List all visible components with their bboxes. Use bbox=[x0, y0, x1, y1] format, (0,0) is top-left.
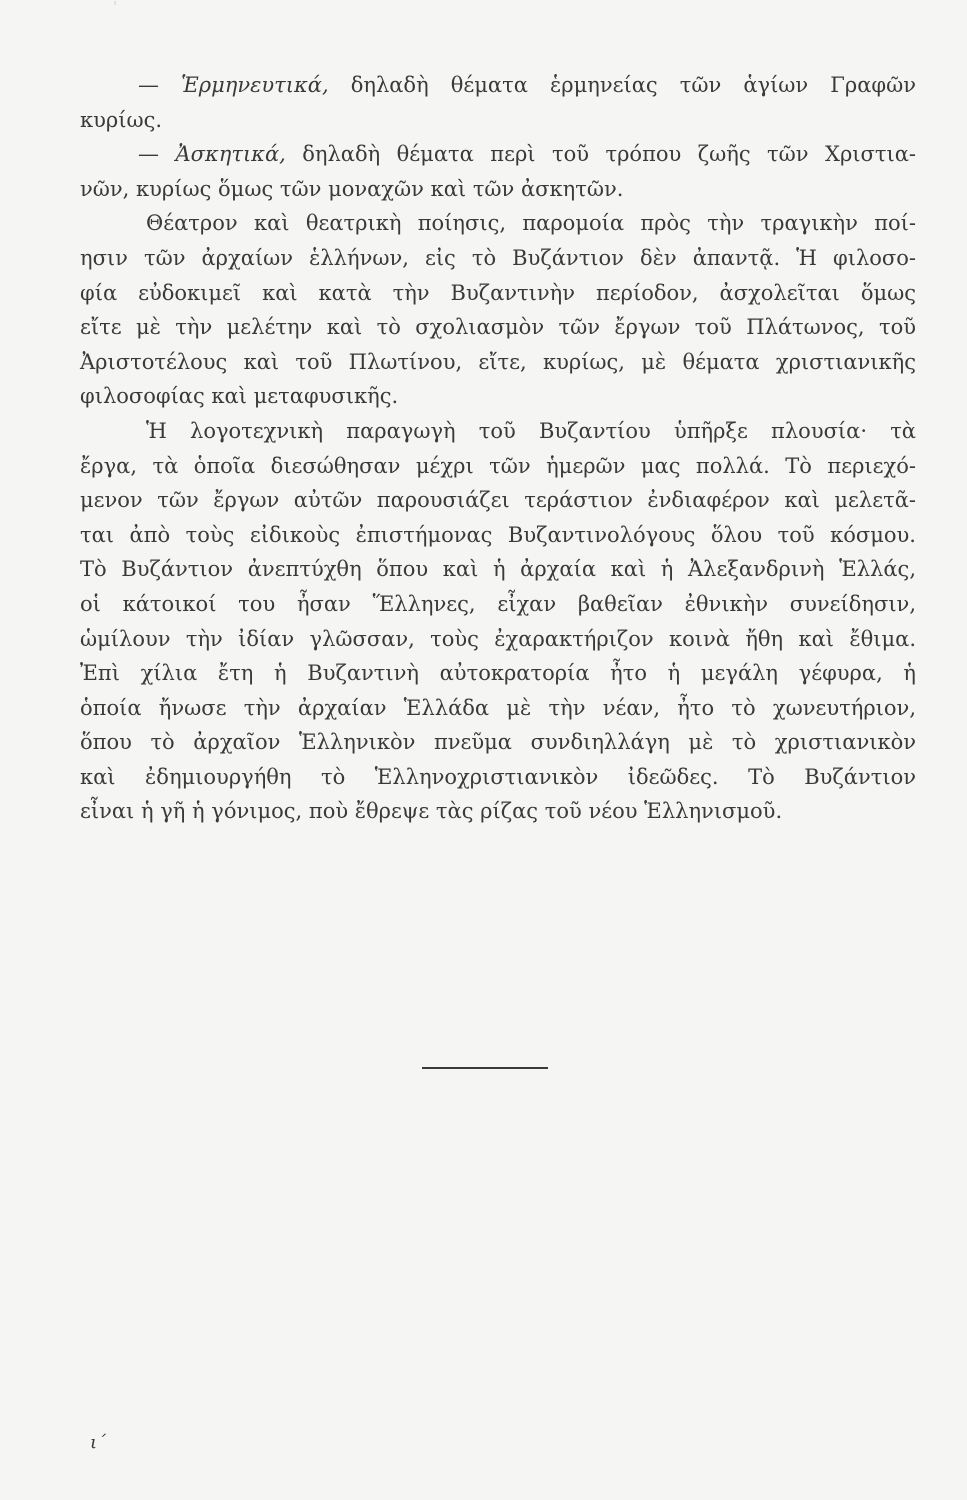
text-line: κυρίως. bbox=[80, 107, 163, 132]
text-line: φία εὐδοκιμεῖ καὶ κατὰ τὴν Βυζαντινὴν περίοδον, ἀσχολεῖται ὅμως bbox=[80, 280, 916, 305]
text-line: ὅπου τὸ ἀρχαῖον Ἑλληνικὸν πνεῦμα συνδιηλλάγη μὲ τὸ χριστιανικὸν bbox=[80, 730, 916, 755]
corner-mark: ᶦ bbox=[114, 0, 117, 11]
text-line: — Ἑρμηνευτικά, δηλαδὴ θέματα ἑρμηνείας τῶν ἁγίων Γραφῶν bbox=[138, 73, 916, 97]
text-line: ἔργα, τὰ ὁποῖα διεσώθησαν μέχρι τῶν ἡμερῶν μας πολλά. Τὸ περιεχό- bbox=[80, 453, 916, 478]
text-line: — Ἀσκητικά, δηλαδὴ θέματα περὶ τοῦ τρόπου ζωῆς τῶν Χριστια- bbox=[138, 142, 916, 167]
paragraph-asketika bbox=[80, 137, 916, 206]
text-line: ησιν τῶν ἀρχαίων ἑλλήνων, εἰς τὸ Βυζάντιον δὲν ἀπαντᾷ. Ἡ φιλοσο- bbox=[80, 245, 916, 270]
text-line: Ἐπὶ χίλια ἔτη ἡ Βυζαντινὴ αὐτοκρατορία ἦτο ἡ μεγάλη γέφυρα, ἡ bbox=[80, 661, 916, 686]
text-line: μενον τῶν ἔργων αὐτῶν παρουσιάζει τεράστιον ἐνδιαφέρον καὶ μελετᾶ- bbox=[80, 488, 916, 513]
text-line: εἴτε μὲ τὴν μελέτην καὶ τὸ σχολιασμὸν τῶν ἔργων τοῦ Πλάτωνος, τοῦ bbox=[80, 315, 916, 340]
text-line: εἶναι ἡ γῆ ἡ γόνιμος, ποὺ ἔθρεψε τὰς ρίζας τοῦ νέου Ἑλληνισμοῦ. bbox=[80, 799, 783, 824]
body-text bbox=[80, 68, 916, 829]
text-line: ὁποία ἤνωσε τὴν ἀρχαίαν Ἑλλάδα μὲ τὴν νέαν, ἦτο τὸ χωνευτήριον, bbox=[80, 695, 916, 720]
text-line: Ἀριστοτέλους καὶ τοῦ Πλωτίνου, εἴτε, κυρίως, μὲ θέματα χριστιανικῆς bbox=[80, 349, 916, 374]
section-separator-rule bbox=[422, 1067, 548, 1069]
text-line: καὶ ἐδημιουργήθη τὸ Ἑλληνοχριστιανικὸν ἰδεῶδες. Τὸ Βυζάντιον bbox=[80, 764, 916, 789]
paragraph-literary-production bbox=[80, 414, 916, 829]
text-line: ται ἀπὸ τοὺς εἰδικοὺς ἐπιστήμονας Βυζαντινολόγους ὅλου τοῦ κόσμου. bbox=[80, 522, 916, 547]
page-number: ι΄ bbox=[90, 1432, 107, 1453]
text-line: Θέατρον καὶ θεατρικὴ ποίησις, παρομοία πρὸς τὴν τραγικὴν ποί- bbox=[146, 211, 916, 236]
text-line: οἱ κάτοικοί του ἦσαν Ἕλληνες, εἶχαν βαθεῖαν ἐθνικὴν συνείδησιν, bbox=[80, 591, 916, 616]
paragraph-theatre-philosophy bbox=[80, 206, 916, 414]
paragraph-hermeneutika bbox=[80, 68, 916, 137]
text-line: φιλοσοφίας καὶ μεταφυσικῆς. bbox=[80, 384, 399, 409]
text-line: Τὸ Βυζάντιον ἀνεπτύχθη ὅπου καὶ ἡ ἀρχαία καὶ ἡ Ἀλεξανδρινὴ Ἑλλάς, bbox=[80, 557, 916, 582]
text-line: νῶν, κυρίως ὅμως τῶν μοναχῶν καὶ τῶν ἀσκητῶν. bbox=[80, 176, 624, 201]
text-line: ὡμίλουν τὴν ἰδίαν γλῶσσαν, τοὺς ἐχαρακτήριζον κοινὰ ἤθη καὶ ἔθιμα. bbox=[80, 626, 916, 651]
text-line: Ἡ λογοτεχνικὴ παραγωγὴ τοῦ Βυζαντίου ὑπῆρξε πλουσία· τὰ bbox=[146, 418, 916, 443]
